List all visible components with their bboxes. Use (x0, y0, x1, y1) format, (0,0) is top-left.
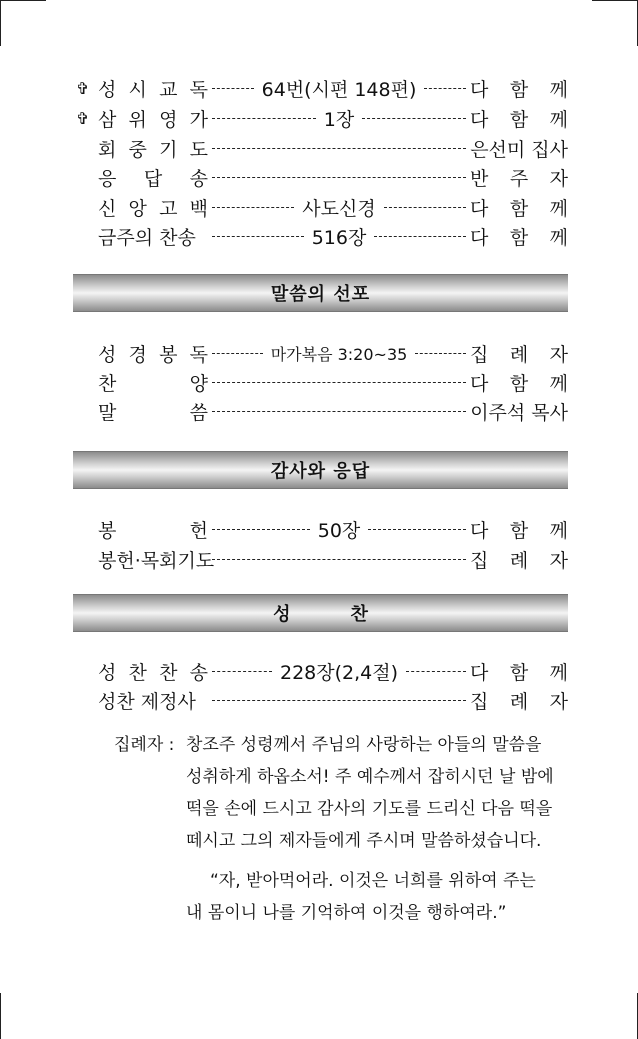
section-header-word: 말씀의 선포 (73, 274, 568, 312)
order-row (76, 222, 568, 250)
order-responder: 집 례 자 (470, 690, 568, 713)
liturgy-line: 창조주 성령께서 주님의 사랑하는 아들의 말씀을 (186, 735, 542, 755)
order-row (76, 545, 568, 573)
crop-mark-top-left (0, 0, 46, 1)
leader-dashes (212, 105, 466, 132)
leader-dashes (212, 177, 466, 178)
order-detail: 516장 (311, 226, 367, 249)
order-row (76, 339, 568, 367)
leader-dashes (212, 223, 466, 250)
order-row (76, 397, 568, 425)
order-responder: 이주석 목사 (470, 401, 568, 424)
order-label: 성찬 제정사 (98, 690, 196, 713)
order-row (76, 163, 568, 191)
order-responder: 다 함 께 (470, 78, 568, 101)
liturgy-quote-line: 내 몸이니 나를 기억하여 이것을 행하여라.” (186, 903, 507, 923)
order-detail: 1장 (323, 108, 355, 131)
order-label: 봉 헌 (98, 519, 208, 542)
order-row (76, 686, 568, 714)
order-responder: 다 함 께 (470, 108, 568, 131)
order-label: 삼 위 영 가 (98, 108, 208, 131)
order-label: 찬 양 (98, 372, 208, 395)
order-row (76, 134, 568, 162)
order-responder: 집 례 자 (470, 343, 568, 366)
order-responder: 다 함 께 (470, 197, 568, 220)
leader-dashes (212, 658, 466, 685)
section-header-communion: 성찬 (73, 594, 568, 632)
leader-dashes (212, 75, 466, 102)
leader-dashes (212, 342, 466, 365)
order-row (76, 74, 568, 102)
order-label: 봉헌·목회기도 (98, 549, 215, 572)
order-detail: 50장 (317, 519, 361, 542)
order-row (76, 368, 568, 396)
leader-dashes (212, 382, 466, 383)
cross-icon: ✞ (76, 108, 90, 128)
order-row (76, 193, 568, 221)
order-responder: 반 주 자 (470, 167, 568, 190)
leader-dashes (212, 148, 466, 149)
order-responder: 다 함 께 (470, 372, 568, 395)
order-row (76, 515, 568, 543)
order-label: 성 경 봉 독 (98, 343, 208, 366)
liturgy-speaker: 집례자 : (114, 735, 175, 755)
order-label: 회 중 기 도 (98, 138, 208, 161)
order-detail: 사도신경 (302, 197, 376, 220)
order-responder: 다 함 께 (470, 661, 568, 684)
order-responder: 집 례 자 (470, 549, 568, 572)
order-label: 신 앙 고 백 (98, 197, 208, 220)
order-detail: 228장(2,4절) (280, 661, 399, 684)
liturgy-quote-line: “자, 받아먹어라. 이것은 너희를 위하여 주는 (210, 871, 536, 891)
order-label: 금주의 찬송 (98, 226, 196, 249)
leader-dashes (212, 559, 466, 560)
order-detail: 마가복음 3:20~35 (270, 344, 408, 364)
leader-dashes (212, 411, 466, 412)
order-row (76, 104, 568, 132)
crop-mark-top-right (592, 0, 638, 1)
cross-icon: ✞ (76, 78, 90, 98)
order-responder: 다 함 께 (470, 519, 568, 542)
leader-dashes (212, 194, 466, 221)
order-label: 말 씀 (98, 401, 208, 424)
leader-dashes (212, 700, 466, 701)
order-label: 성 찬 찬 송 (98, 661, 208, 684)
order-responder: 다 함 께 (470, 226, 568, 249)
order-label: 성 시 교 독 (98, 78, 208, 101)
liturgy-line: 떼시고 그의 제자들에게 주시며 말씀하셨습니다. (186, 831, 542, 851)
section-header-response: 감사와 응답 (73, 451, 568, 489)
liturgy-line: 떡을 손에 드시고 감사의 기도를 드리신 다음 떡을 (186, 799, 553, 819)
order-detail: 64번(시편 148편) (261, 78, 417, 101)
crop-mark-top-left-v (0, 0, 1, 46)
liturgy-line: 성취하게 하옵소서! 주 예수께서 잡히시던 날 밤에 (186, 767, 554, 787)
leader-dashes (212, 516, 466, 543)
order-responder: 은선미 집사 (470, 138, 568, 161)
crop-mark-bottom-left-v (0, 993, 1, 1039)
order-row (76, 657, 568, 685)
order-label: 응 답 송 (98, 167, 208, 190)
